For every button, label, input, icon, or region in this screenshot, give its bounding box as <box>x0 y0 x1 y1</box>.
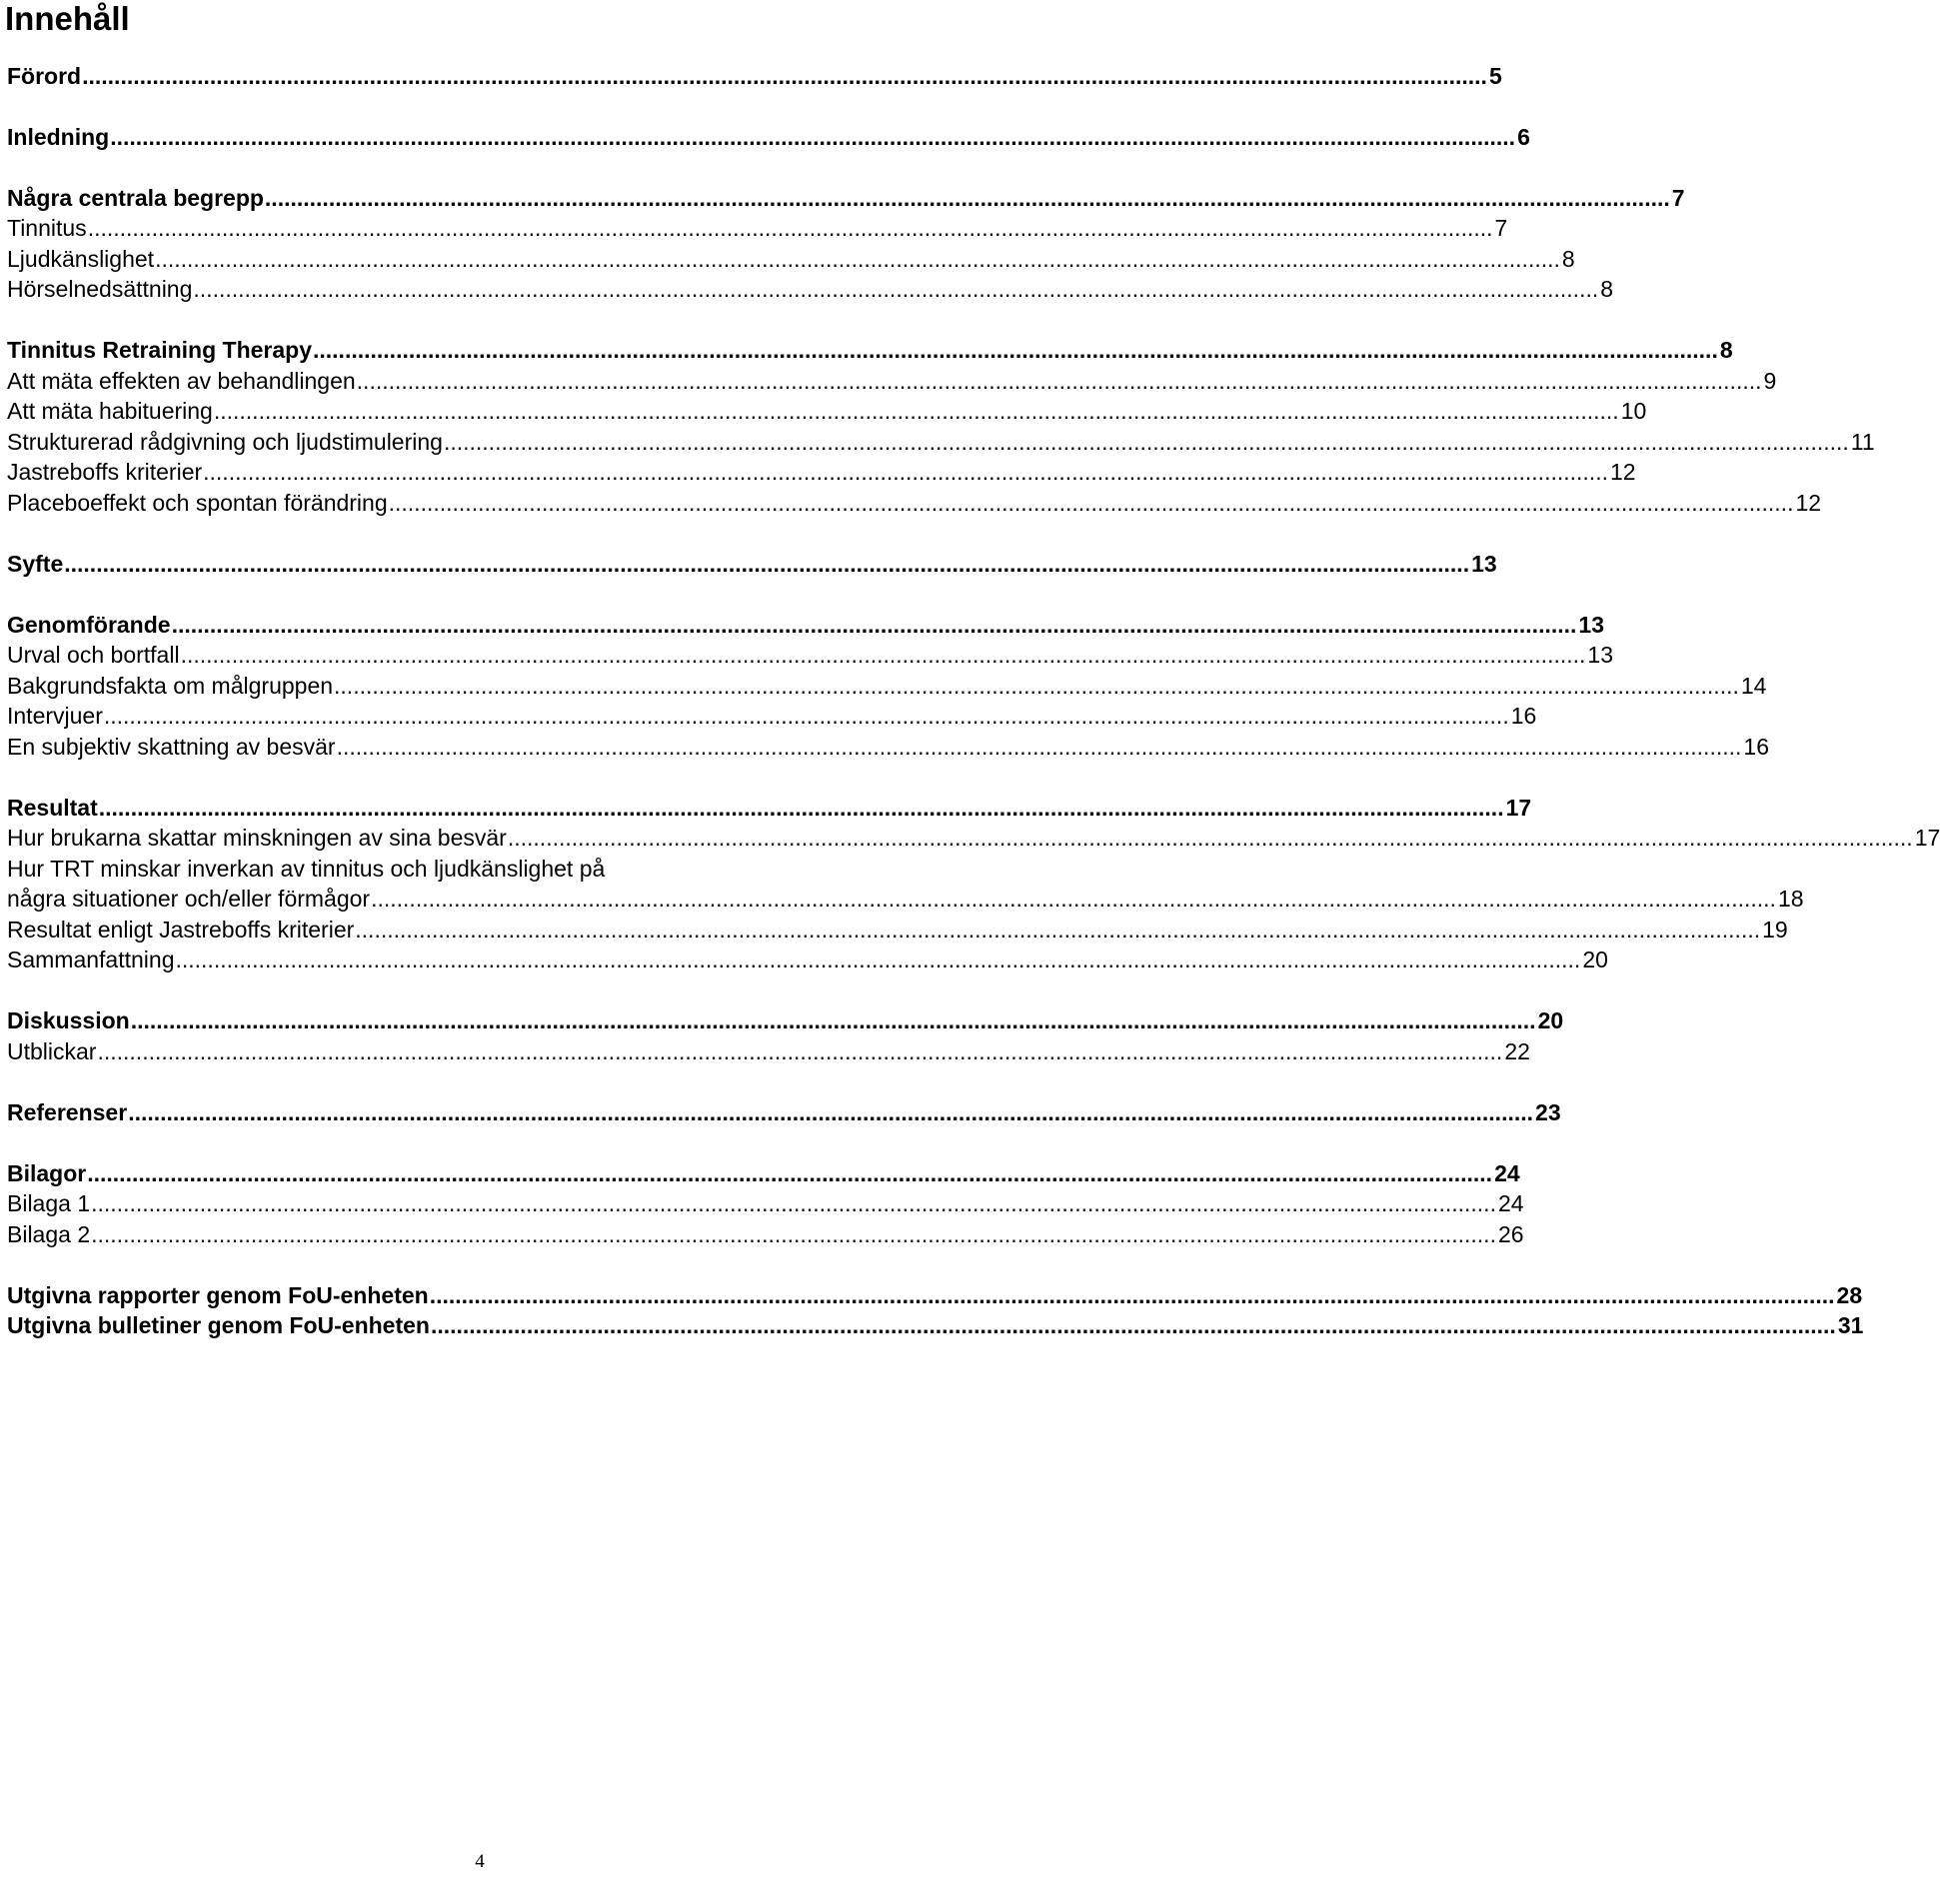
toc-entry-page-number: 22 <box>1504 1038 1530 1064</box>
toc-entry[interactable] <box>7 1220 1524 1249</box>
toc-entry[interactable] <box>7 214 1508 243</box>
toc-entry-label: Referenser <box>7 1099 128 1125</box>
toc-dot-leader: ............................................................................................................................................................................................................................ <box>64 551 1470 577</box>
toc-entry[interactable] <box>7 1037 1530 1066</box>
toc-entry[interactable] <box>7 458 1636 487</box>
toc-entry-label: Att mäta effekten av behandlingen <box>7 368 356 394</box>
toc-entry[interactable] <box>7 611 1605 640</box>
toc-entry[interactable] <box>7 916 1788 945</box>
toc-entry-label: Utgivna bulletiner genom FoU-enheten <box>7 1312 430 1338</box>
toc-entry-page-number: 16 <box>1743 734 1769 760</box>
toc-entry-label: Ljudkänslighet <box>7 246 155 272</box>
toc-entry-label: Urval och bortfall <box>7 642 180 668</box>
toc-entry-label: Placeboeffekt och spontan förändring <box>7 490 388 516</box>
toc-entry-label: Jastreboffs kriterier <box>7 459 203 485</box>
toc-dot-leader: ............................................................................................................................................................................................................................ <box>103 703 1509 729</box>
toc-entry[interactable] <box>7 245 1575 274</box>
toc-entry-label: Bakgrundsfakta om målgruppen <box>7 673 334 699</box>
toc-entry-label: Syfte <box>7 551 64 577</box>
toc-entry-label: Tinnitus <box>7 215 87 241</box>
toc-entry[interactable] <box>7 367 1777 396</box>
toc-entry[interactable] <box>7 1281 1863 1310</box>
toc-dot-leader: ............................................................................................................................................................................................................................ <box>91 1221 1496 1247</box>
toc-entry[interactable] <box>7 123 1530 152</box>
toc-entry-page-number: 8 <box>1561 246 1575 272</box>
toc-entry[interactable] <box>7 550 1497 579</box>
toc-entry-label: Utblickar <box>7 1038 97 1064</box>
toc-entry-page-number: 28 <box>1836 1282 1863 1308</box>
toc-entry[interactable] <box>7 336 1733 365</box>
toc-entry[interactable] <box>7 885 1804 914</box>
toc-entry-page-number: 14 <box>1740 673 1767 699</box>
toc-entry-page-number: 6 <box>1517 124 1530 150</box>
toc-dot-leader: ............................................................................................................................................................................................................................ <box>334 673 1739 699</box>
toc-entry-page-number: 17 <box>1914 825 1940 851</box>
toc-entry[interactable] <box>7 1098 1561 1127</box>
toc-entry[interactable] <box>7 641 1614 670</box>
toc-dot-leader: ............................................................................................................................................................................................................................ <box>110 124 1516 150</box>
toc-dot-leader: ............................................................................................................................................................................................................................ <box>388 490 1794 516</box>
toc-dot-leader: ............................................................................................................................................................................................................................ <box>430 1312 1836 1338</box>
toc-entry[interactable] <box>7 1311 1864 1340</box>
toc-dot-leader: ............................................................................................................................................................................................................................ <box>193 276 1599 302</box>
toc-dot-leader: ............................................................................................................................................................................................................................ <box>180 642 1586 668</box>
toc-entry[interactable] <box>7 1189 1524 1218</box>
toc-entry-page-number: 20 <box>1537 1007 1564 1033</box>
toc-entry-label: Hörselnedsättning <box>7 276 193 302</box>
toc-entry-page-number: 12 <box>1795 490 1822 516</box>
toc-dot-leader: ............................................................................................................................................................................................................................ <box>429 1282 1835 1308</box>
toc-dot-leader: ............................................................................................................................................................................................................................ <box>155 246 1560 272</box>
toc-dot-leader: ............................................................................................................................................................................................................................ <box>91 1190 1496 1216</box>
toc-entry-label: Resultat <box>7 795 98 821</box>
toc-dot-leader: ............................................................................................................................................................................................................................ <box>171 612 1577 638</box>
toc-entry-label: Förord <box>7 63 82 89</box>
toc-entry-page-number: 17 <box>1505 795 1532 821</box>
toc-entry[interactable] <box>7 275 1614 304</box>
toc-dot-leader: ............................................................................................................................................................................................................................ <box>213 398 1619 424</box>
page-title: Innehåll <box>5 0 130 37</box>
toc-entry[interactable] <box>7 824 1940 853</box>
toc-entry-page-number: 23 <box>1535 1099 1561 1125</box>
toc-entry[interactable] <box>7 1159 1520 1188</box>
toc-dot-leader: ............................................................................................................................................................................................................................ <box>264 185 1670 211</box>
toc-entry[interactable] <box>7 184 1685 213</box>
toc-dot-leader: ............................................................................................................................................................................................................................ <box>313 337 1718 363</box>
toc-dot-leader: ............................................................................................................................................................................................................................ <box>203 459 1608 485</box>
toc-entry-label: Intervjuer <box>7 703 103 729</box>
toc-entry[interactable] <box>7 428 1875 457</box>
toc-dot-leader: ............................................................................................................................................................................................................................ <box>128 1099 1534 1125</box>
toc-entry[interactable] <box>7 794 1532 823</box>
toc-entry-label: Strukturerad rådgivning och ljudstimulering <box>7 429 443 455</box>
page-number: 4 <box>475 1851 485 1872</box>
toc-entry-page-number: 10 <box>1620 398 1647 424</box>
toc-entry-label: Hur brukarna skattar minskningen av sina besvär <box>7 825 507 851</box>
toc-entry-label: Bilagor <box>7 1160 87 1186</box>
toc-entry-page-number: 20 <box>1582 947 1608 972</box>
toc-entry-label: Att mäta habituering <box>7 398 213 424</box>
toc-dot-leader: ............................................................................................................................................................................................................................ <box>98 795 1504 821</box>
toc-dot-leader: ............................................................................................................................................................................................................................ <box>443 429 1849 455</box>
toc-dot-leader: ............................................................................................................................................................................................................................ <box>97 1038 1503 1064</box>
toc-entry-page-number: 18 <box>1777 886 1804 912</box>
toc-dot-leader: ............................................................................................................................................................................................................................ <box>130 1007 1536 1033</box>
toc-entry-page-number: 24 <box>1497 1190 1524 1216</box>
toc-entry-label: några situationer och/eller förmågor <box>7 886 371 912</box>
toc-entry-page-number: 13 <box>1578 612 1605 638</box>
toc-entry-page-number: 12 <box>1609 459 1636 485</box>
toc-dot-leader: ............................................................................................................................................................................................................................ <box>371 886 1776 912</box>
toc-dot-leader: ............................................................................................................................................................................................................................ <box>87 1160 1493 1186</box>
toc-entry-label: Tinnitus Retraining Therapy <box>7 337 312 363</box>
toc-entry-page-number: 16 <box>1510 703 1537 729</box>
toc-entry-label: En subjektiv skattning av besvär <box>7 734 336 760</box>
toc-entry[interactable] <box>7 1006 1564 1035</box>
toc-dot-leader: ............................................................................................................................................................................................................................ <box>507 825 1913 851</box>
toc-entry-label: Diskussion <box>7 1007 130 1033</box>
toc-entry-page-number: 19 <box>1762 917 1788 943</box>
toc-entry-label: Genomförande <box>7 612 171 638</box>
toc-entry[interactable] <box>7 397 1647 426</box>
toc-entry-label-first-line[interactable]: Hur TRT minskar inverkan av tinnitus och ljudkänslighet på <box>7 856 606 882</box>
toc-entry-page-number: 11 <box>1850 429 1875 455</box>
toc-entry-label: Utgivna rapporter genom FoU-enheten <box>7 1282 429 1308</box>
toc-entry[interactable] <box>7 946 1608 974</box>
toc-entry[interactable] <box>7 672 1767 701</box>
toc-dot-leader: ............................................................................................................................................................................................................................ <box>87 215 1493 241</box>
toc-entry-label: Inledning <box>7 124 110 150</box>
toc-entry[interactable] <box>7 702 1537 731</box>
toc-entry-page-number: 5 <box>1488 63 1502 89</box>
toc-entry[interactable] <box>7 62 1502 91</box>
toc-entry-page-number: 8 <box>1719 337 1733 363</box>
toc-entry[interactable] <box>7 733 1769 762</box>
toc-entry-page-number: 24 <box>1494 1160 1520 1186</box>
toc-entry-label: Resultat enligt Jastreboffs kriterier <box>7 917 355 943</box>
toc-entry-label: Bilaga 1 <box>7 1190 91 1216</box>
toc-entry-page-number: 13 <box>1587 642 1614 668</box>
toc-entry-page-number: 9 <box>1763 368 1777 394</box>
toc-entry-page-number: 13 <box>1471 551 1497 577</box>
toc-entry-label: Några centrala begrepp <box>7 185 264 211</box>
toc-entry-page-number: 26 <box>1497 1221 1524 1247</box>
toc-dot-leader: ............................................................................................................................................................................................................................ <box>356 368 1762 394</box>
toc-dot-leader: ............................................................................................................................................................................................................................ <box>175 947 1581 972</box>
toc-entry-label: Sammanfattning <box>7 947 175 972</box>
toc-entry-page-number: 7 <box>1671 185 1685 211</box>
toc-dot-leader: ............................................................................................................................................................................................................................ <box>355 917 1761 943</box>
toc-entry-page-number: 31 <box>1837 1312 1864 1338</box>
toc-dot-leader: ............................................................................................................................................................................................................................ <box>82 63 1487 89</box>
toc-entry-page-number: 7 <box>1494 215 1508 241</box>
toc-entry[interactable] <box>7 489 1822 518</box>
toc-dot-leader: ............................................................................................................................................................................................................................ <box>336 734 1742 760</box>
toc-entry-label: Bilaga 2 <box>7 1221 91 1247</box>
toc-entry-page-number: 8 <box>1600 276 1614 302</box>
